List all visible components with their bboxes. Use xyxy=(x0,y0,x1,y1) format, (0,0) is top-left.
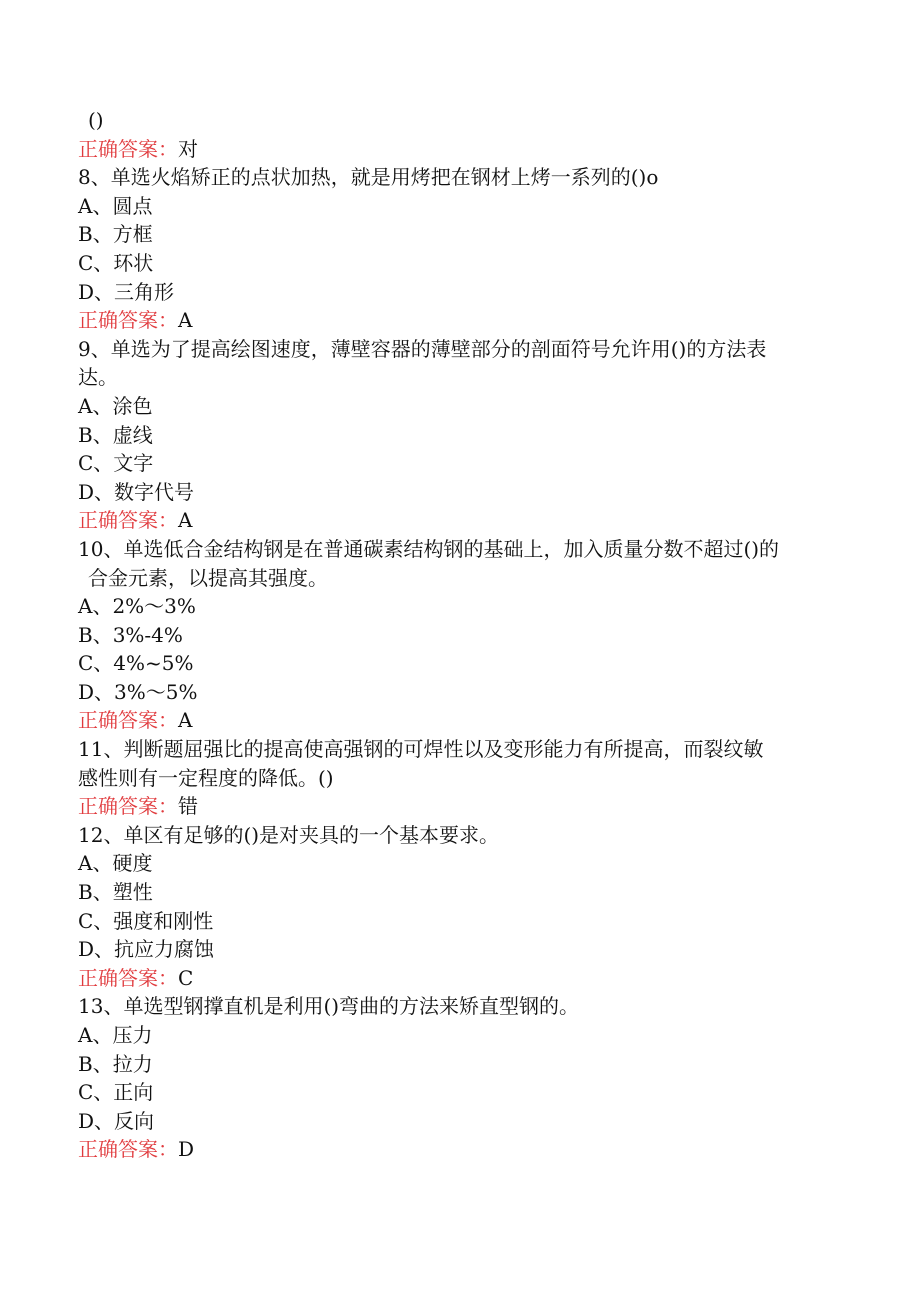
answer-line xyxy=(78,792,838,821)
answer-value: 错 xyxy=(178,794,198,819)
answer-value: D xyxy=(178,1137,195,1162)
option-b: B、3%-4% xyxy=(78,622,183,647)
option-c: C、强度和刚性 xyxy=(78,908,214,933)
option-b: B、拉力 xyxy=(78,1051,153,1076)
option-a: A、硬度 xyxy=(78,851,153,876)
option-c: C、4%~5% xyxy=(78,651,194,676)
answer-value: A xyxy=(178,508,193,533)
option-a: A、圆点 xyxy=(78,193,153,218)
answer-line xyxy=(78,135,838,164)
answer-value: A xyxy=(178,708,193,733)
answer-value: 对 xyxy=(178,136,198,161)
question-stem-continued: 达。 xyxy=(78,365,118,390)
option-b: B、塑性 xyxy=(78,880,153,905)
question-12 xyxy=(78,821,838,993)
option-a: A、涂色 xyxy=(78,393,153,418)
option-c: C、环状 xyxy=(78,250,154,275)
answer-line xyxy=(78,1135,838,1164)
question-stem: 13、单选型钢撑直机是利用()弯曲的方法来矫直型钢的。 xyxy=(78,994,580,1019)
option-c: C、文字 xyxy=(78,451,154,476)
option-d: D、抗应力腐蚀 xyxy=(78,937,215,962)
answer-label: 正确答案： xyxy=(78,136,178,161)
answer-value: C xyxy=(178,965,194,990)
question-10 xyxy=(78,535,838,735)
answer-line xyxy=(78,306,838,335)
answer-label: 正确答案： xyxy=(78,308,178,333)
answer-value: A xyxy=(178,308,193,333)
answer-line xyxy=(78,506,838,535)
option-a: A、2%～3% xyxy=(78,594,196,619)
question-9 xyxy=(78,335,838,535)
answer-line xyxy=(78,706,838,735)
question-8 xyxy=(78,163,838,335)
answer-label: 正确答案： xyxy=(78,1137,178,1162)
question-stem: 11、判断题屈强比的提高使高强钢的可焊性以及变形能力有所提高，而裂纹敏 xyxy=(78,737,764,762)
answer-label: 正确答案： xyxy=(78,708,178,733)
question-stem: 9、单选为了提高绘图速度，薄壁容器的薄壁部分的剖面符号允许用()的方法表 xyxy=(78,336,767,361)
answer-label: 正确答案： xyxy=(78,965,178,990)
question-list xyxy=(78,106,838,1164)
answer-label: 正确答案： xyxy=(78,794,178,819)
answer-line xyxy=(78,964,838,993)
question-stem: 10、单选低合金结构钢是在普通碳素结构钢的基础上，加入质量分数不超过()的 xyxy=(78,536,780,561)
option-b: B、方框 xyxy=(78,222,153,247)
option-a: A、压力 xyxy=(78,1023,153,1047)
option-b: B、虚线 xyxy=(78,422,153,447)
question-stem-continued: 合金元素，以提高其强度。 xyxy=(88,565,328,590)
answer-label: 正确答案： xyxy=(78,508,178,533)
question-stem: 8、单选火焰矫正的点状加热，就是用烤把在钢材上烤一系列的()o xyxy=(78,165,659,190)
question-stem: 12、单区有足够的()是对夹具的一个基本要求。 xyxy=(78,822,500,847)
question-stem-continued: 感性则有一定程度的降低。() xyxy=(78,765,334,790)
question-13 xyxy=(78,992,838,1164)
option-d: D、3%～5% xyxy=(78,679,198,704)
option-d: D、数字代号 xyxy=(78,479,195,504)
option-d: D、反向 xyxy=(78,1108,155,1133)
lead-fragment: () xyxy=(88,108,104,132)
option-c: C、正向 xyxy=(78,1080,154,1105)
question-11 xyxy=(78,735,838,821)
option-d: D、三角形 xyxy=(78,279,175,304)
